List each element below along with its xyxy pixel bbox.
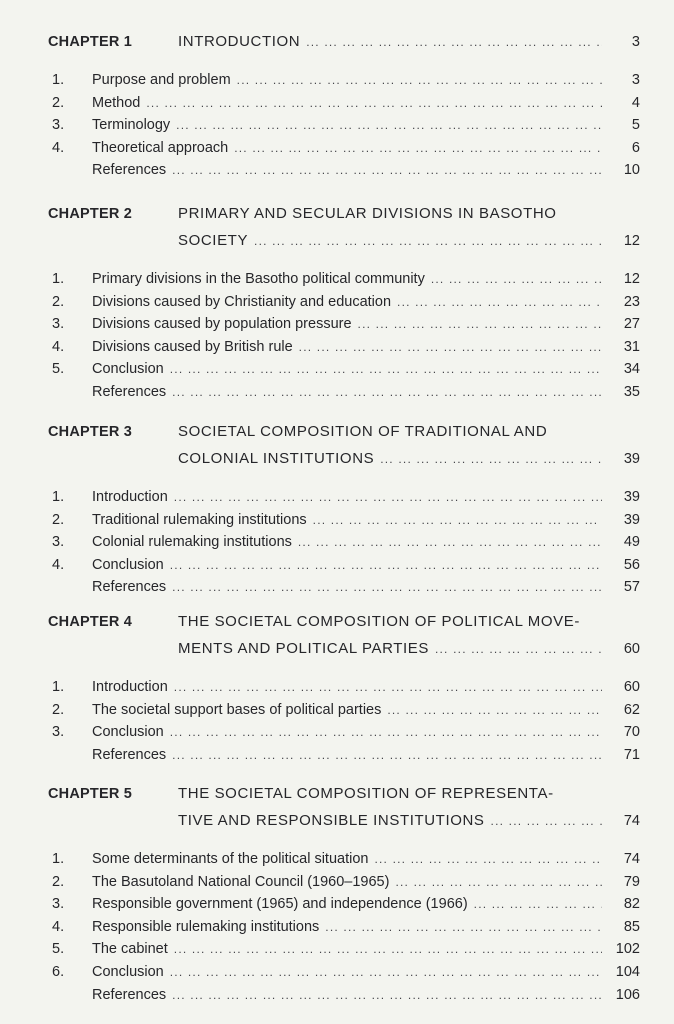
toc-entry[interactable] bbox=[0, 361, 674, 383]
entry-line bbox=[92, 747, 640, 763]
chapter-title[interactable] bbox=[178, 232, 640, 249]
chapter-page-number: 3 bbox=[631, 34, 640, 50]
entry-line bbox=[92, 489, 640, 505]
toc-entry[interactable] bbox=[0, 162, 674, 184]
entry-number: 4. bbox=[52, 556, 65, 573]
toc-entry[interactable] bbox=[0, 557, 674, 579]
chapter-title-text: SOCIETY bbox=[178, 232, 249, 249]
dot-leader bbox=[172, 163, 602, 177]
entry-title: Primary divisions in the Basotho political community bbox=[92, 271, 425, 287]
dot-leader bbox=[170, 558, 602, 572]
entry-line bbox=[92, 851, 640, 867]
entry-title: Purpose and problem bbox=[92, 72, 231, 88]
entry-page-number: 39 bbox=[623, 511, 640, 528]
chapter-title-line: PRIMARY AND SECULAR DIVISIONS IN BASOTHO bbox=[178, 205, 557, 222]
entry-page-number: 4 bbox=[631, 94, 640, 111]
entry-line bbox=[92, 702, 640, 718]
toc-entry[interactable] bbox=[0, 294, 674, 316]
entry-page-number: 82 bbox=[623, 896, 640, 913]
entry-page-number: 79 bbox=[623, 873, 640, 890]
entry-number: 1. bbox=[52, 271, 65, 287]
entry-number: 1. bbox=[52, 489, 65, 505]
dot-leader bbox=[176, 118, 602, 132]
chapter-page-number: 39 bbox=[623, 451, 640, 467]
chapter-title[interactable] bbox=[178, 812, 640, 829]
dot-leader bbox=[174, 942, 602, 956]
entry-title: References bbox=[92, 384, 167, 400]
entry-title: References bbox=[92, 986, 167, 1003]
chapter-label: CHAPTER 1 bbox=[48, 34, 132, 50]
entry-page-number: 62 bbox=[623, 701, 640, 718]
entry-line bbox=[92, 964, 640, 980]
entry-title: References bbox=[92, 579, 167, 596]
entry-title: Divisions caused by British rule bbox=[92, 338, 293, 355]
entry-title: Conclusion bbox=[92, 361, 164, 378]
entry-number: 2. bbox=[52, 511, 65, 528]
toc-entry[interactable] bbox=[0, 964, 674, 986]
entry-page-number: 102 bbox=[615, 941, 640, 958]
chapter-title-text: COLONIAL INSTITUTIONS bbox=[178, 450, 375, 467]
entry-number: 3. bbox=[52, 534, 65, 551]
toc-entry[interactable] bbox=[0, 679, 674, 701]
entry-title: References bbox=[92, 746, 167, 763]
dot-leader bbox=[299, 340, 602, 354]
dot-leader bbox=[395, 875, 602, 889]
chapter-label: CHAPTER 2 bbox=[48, 206, 132, 222]
toc-entry[interactable] bbox=[0, 339, 674, 361]
entry-line bbox=[92, 72, 640, 88]
entry-title: Responsible rulemaking institutions bbox=[92, 918, 320, 935]
entry-title: The Basutoland National Council (1960–1965) bbox=[92, 873, 390, 890]
entry-number: 5. bbox=[52, 941, 65, 958]
entry-title: Colonial rulemaking institutions bbox=[92, 534, 292, 551]
entry-page-number: 35 bbox=[623, 384, 640, 400]
dot-leader bbox=[237, 73, 602, 87]
entry-number: 2. bbox=[52, 94, 65, 111]
toc-entry[interactable] bbox=[0, 512, 674, 534]
chapter-title-line: SOCIETAL COMPOSITION OF TRADITIONAL AND bbox=[178, 423, 548, 440]
dot-leader bbox=[431, 272, 602, 286]
entry-title: References bbox=[92, 162, 167, 179]
entry-line bbox=[92, 294, 640, 310]
dot-leader bbox=[172, 385, 602, 399]
entry-title: Responsible government (1965) and independence (1966) bbox=[92, 896, 468, 913]
chapter-page-number: 12 bbox=[623, 233, 640, 249]
entry-page-number: 3 bbox=[631, 72, 640, 88]
entry-line bbox=[92, 271, 640, 287]
entry-page-number: 5 bbox=[631, 117, 640, 134]
entry-number: 4. bbox=[52, 338, 65, 355]
entry-page-number: 23 bbox=[623, 293, 640, 310]
entry-line bbox=[92, 162, 640, 178]
entry-line bbox=[92, 316, 640, 332]
entry-line bbox=[92, 140, 640, 156]
entry-page-number: 56 bbox=[623, 556, 640, 573]
toc-entry[interactable] bbox=[0, 316, 674, 338]
dot-leader bbox=[234, 141, 602, 155]
entry-title: The societal support bases of political parties bbox=[92, 701, 382, 718]
entry-title: Introduction bbox=[92, 489, 168, 505]
toc-entry[interactable] bbox=[0, 987, 674, 1009]
entry-number: 2. bbox=[52, 873, 65, 890]
dot-leader bbox=[146, 96, 602, 110]
entry-line bbox=[92, 679, 640, 695]
entry-line bbox=[92, 987, 640, 1003]
entry-page-number: 85 bbox=[623, 918, 640, 935]
entry-line bbox=[92, 896, 640, 912]
toc-entry[interactable] bbox=[0, 747, 674, 769]
entry-line bbox=[92, 724, 640, 740]
entry-title: Some determinants of the political situation bbox=[92, 851, 369, 867]
dot-leader bbox=[435, 642, 602, 656]
entry-number: 1. bbox=[52, 679, 65, 695]
entry-line bbox=[92, 361, 640, 377]
entry-number: 3. bbox=[52, 316, 65, 333]
entry-number: 3. bbox=[52, 724, 65, 741]
dot-leader bbox=[174, 680, 602, 694]
toc-entry[interactable] bbox=[0, 702, 674, 724]
chapter-title-text: INTRODUCTION bbox=[178, 33, 301, 50]
entry-page-number: 57 bbox=[623, 579, 640, 596]
entry-line bbox=[92, 579, 640, 595]
entry-title: Traditional rulemaking institutions bbox=[92, 511, 307, 528]
dot-leader bbox=[172, 580, 602, 594]
entry-page-number: 74 bbox=[623, 851, 640, 867]
chapter-title[interactable] bbox=[178, 640, 640, 657]
entry-page-number: 70 bbox=[623, 724, 640, 741]
toc-entry[interactable] bbox=[0, 140, 674, 162]
toc-entry[interactable] bbox=[0, 95, 674, 117]
entry-page-number: 31 bbox=[623, 338, 640, 355]
entry-number: 2. bbox=[52, 701, 65, 718]
chapter-title-line: THE SOCIETAL COMPOSITION OF REPRESENTA- bbox=[178, 785, 554, 802]
entry-title: Method bbox=[92, 94, 141, 111]
chapter-title-text: MENTS AND POLITICAL PARTIES bbox=[178, 640, 429, 657]
entry-page-number: 106 bbox=[615, 986, 640, 1003]
dot-leader bbox=[380, 452, 602, 466]
entry-number: 5. bbox=[52, 361, 65, 378]
dot-leader bbox=[306, 35, 602, 49]
dot-leader bbox=[474, 897, 602, 911]
entry-page-number: 60 bbox=[623, 679, 640, 695]
entry-number: 3. bbox=[52, 896, 65, 913]
entry-number: 6. bbox=[52, 964, 65, 980]
entry-page-number: 12 bbox=[623, 271, 640, 287]
toc-entry[interactable] bbox=[0, 851, 674, 873]
toc-entry[interactable] bbox=[0, 72, 674, 94]
dot-leader bbox=[254, 234, 602, 248]
toc-entry[interactable] bbox=[0, 919, 674, 941]
entry-line bbox=[92, 117, 640, 133]
entry-line bbox=[92, 874, 640, 890]
entry-page-number: 71 bbox=[623, 746, 640, 763]
entry-title: Conclusion bbox=[92, 556, 164, 573]
entry-title: Introduction bbox=[92, 679, 168, 695]
entry-title: Terminology bbox=[92, 117, 171, 134]
dot-leader bbox=[172, 748, 602, 762]
entry-number: 2. bbox=[52, 293, 65, 310]
dot-leader bbox=[170, 725, 602, 739]
entry-page-number: 39 bbox=[623, 489, 640, 505]
chapter-label: CHAPTER 3 bbox=[48, 424, 132, 440]
entry-page-number: 6 bbox=[631, 139, 640, 156]
entry-line bbox=[92, 557, 640, 573]
dot-leader bbox=[325, 920, 602, 934]
toc-entry[interactable] bbox=[0, 271, 674, 293]
entry-line bbox=[92, 512, 640, 528]
entry-line bbox=[92, 941, 640, 957]
entry-line bbox=[92, 95, 640, 111]
entry-line bbox=[92, 339, 640, 355]
chapter-label: CHAPTER 5 bbox=[48, 786, 132, 802]
entry-line bbox=[92, 534, 640, 550]
dot-leader bbox=[170, 965, 602, 979]
entry-page-number: 10 bbox=[623, 162, 640, 179]
toc-entry[interactable] bbox=[0, 874, 674, 896]
entry-title: The cabinet bbox=[92, 941, 168, 958]
dot-leader bbox=[172, 988, 602, 1002]
dot-leader bbox=[174, 490, 602, 504]
entry-title: Conclusion bbox=[92, 724, 164, 741]
entry-page-number: 49 bbox=[623, 534, 640, 551]
entry-line bbox=[92, 384, 640, 400]
entry-number: 4. bbox=[52, 918, 65, 935]
toc-entry[interactable] bbox=[0, 941, 674, 963]
chapter-label: CHAPTER 4 bbox=[48, 614, 132, 630]
chapter-title-text: TIVE AND RESPONSIBLE INSTITUTIONS bbox=[178, 812, 485, 829]
entry-number: 3. bbox=[52, 117, 65, 134]
entry-page-number: 34 bbox=[623, 361, 640, 378]
entry-number: 4. bbox=[52, 139, 65, 156]
chapter-title-line: THE SOCIETAL COMPOSITION OF POLITICAL MOVE- bbox=[178, 613, 580, 630]
entry-title: Conclusion bbox=[92, 964, 164, 980]
chapter-page-number: 60 bbox=[623, 641, 640, 657]
chapter-title[interactable] bbox=[178, 450, 640, 467]
entry-title: Divisions caused by Christianity and education bbox=[92, 293, 392, 310]
dot-leader bbox=[170, 362, 602, 376]
toc-entry[interactable] bbox=[0, 724, 674, 746]
entry-page-number: 27 bbox=[623, 316, 640, 333]
entry-title: Divisions caused by population pressure bbox=[92, 316, 352, 333]
toc-entry[interactable] bbox=[0, 534, 674, 556]
dot-leader bbox=[313, 513, 602, 527]
dot-leader bbox=[374, 852, 602, 866]
chapter-page-number: 74 bbox=[623, 813, 640, 829]
toc-entry[interactable] bbox=[0, 579, 674, 601]
dot-leader bbox=[298, 535, 602, 549]
toc-entry[interactable] bbox=[0, 117, 674, 139]
entry-number: 1. bbox=[52, 851, 65, 867]
dot-leader bbox=[491, 814, 602, 828]
toc-entry[interactable] bbox=[0, 489, 674, 511]
entry-line bbox=[92, 919, 640, 935]
entry-page-number: 104 bbox=[615, 964, 640, 980]
entry-number: 1. bbox=[52, 72, 65, 88]
chapter-title[interactable] bbox=[178, 33, 640, 50]
dot-leader bbox=[387, 703, 602, 717]
dot-leader bbox=[397, 295, 602, 309]
toc-entry[interactable] bbox=[0, 896, 674, 918]
toc-entry[interactable] bbox=[0, 384, 674, 406]
dot-leader bbox=[358, 317, 602, 331]
entry-title: Theoretical approach bbox=[92, 139, 229, 156]
